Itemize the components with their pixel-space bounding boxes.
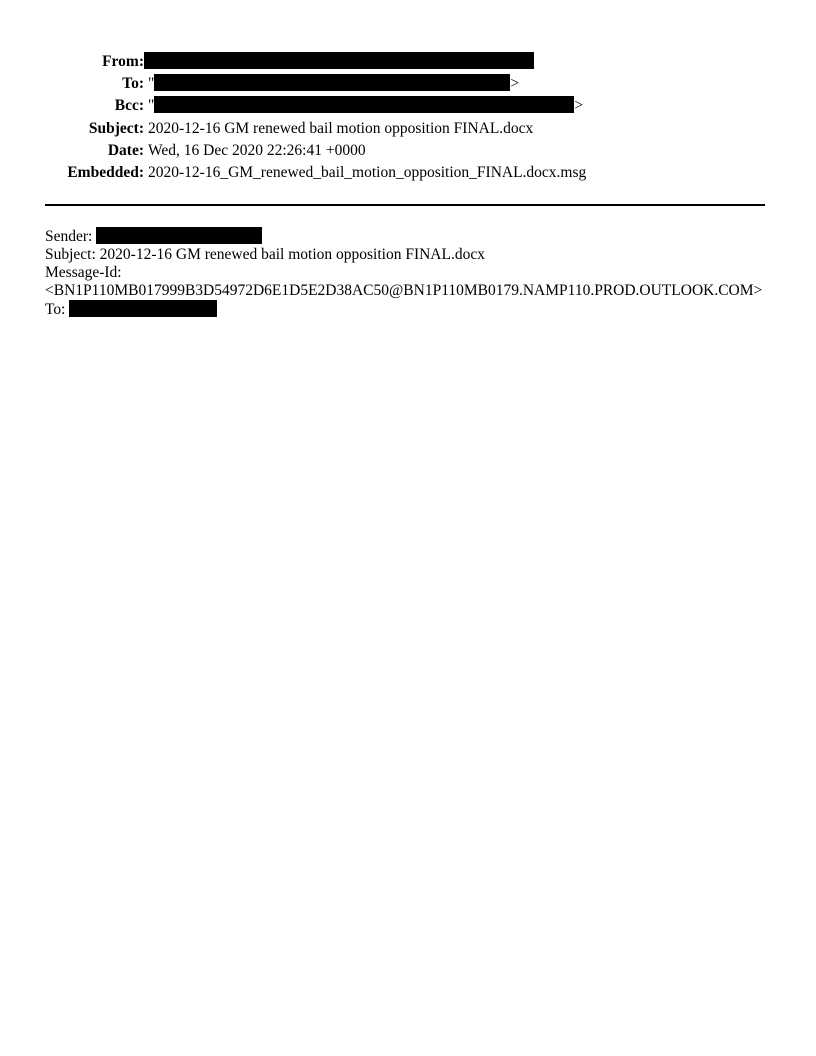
date-label: Date: — [107, 142, 144, 159]
bcc-row — [40, 96, 583, 116]
header-divider — [45, 204, 765, 206]
embedded-to-redaction — [69, 300, 217, 317]
embedded-message — [45, 227, 767, 319]
bcc-label: Bcc: — [114, 97, 144, 114]
to-open-quote: " — [148, 75, 155, 92]
from-label: From: — [102, 53, 144, 70]
to-redaction — [154, 74, 510, 91]
subject-value: 2020-12-16 GM renewed bail motion opposition FINAL.docx — [148, 120, 534, 137]
message-id-label: Message-Id: — [45, 264, 122, 281]
embedded-subject-line: Subject: 2020-12-16 GM renewed bail motion opposition FINAL.docx — [45, 246, 485, 263]
sender-label: Sender: — [45, 228, 93, 245]
date-row — [40, 141, 366, 161]
bcc-close: > — [574, 97, 584, 114]
to-value — [148, 74, 519, 94]
subject-row — [40, 119, 533, 139]
sender-line — [45, 227, 767, 246]
sender-redaction — [96, 227, 262, 244]
message-id-value: <BN1P110MB017999B3D54972D6E1D5E2D38AC50@BN1P110MB0179.NAMP110.PROD.OUTLOOK.COM> — [45, 282, 763, 299]
embedded-to-line — [45, 300, 767, 319]
embedded-value: 2020-12-16_GM_renewed_bail_motion_opposition_FINAL.docx.msg — [148, 164, 587, 181]
from-row — [40, 52, 534, 72]
from-redaction — [144, 52, 534, 69]
to-label: To: — [122, 75, 144, 92]
to-row — [40, 74, 519, 94]
bcc-open-quote: " — [148, 97, 155, 114]
bcc-value — [148, 96, 583, 116]
bcc-redaction — [154, 96, 574, 113]
to-close: > — [510, 75, 520, 92]
embedded-to-label: To: — [45, 301, 66, 318]
subject-label: Subject: — [88, 120, 144, 137]
date-value: Wed, 16 Dec 2020 22:26:41 +0000 — [148, 142, 366, 159]
embedded-row — [40, 163, 586, 183]
embedded-label: Embedded: — [67, 164, 144, 181]
